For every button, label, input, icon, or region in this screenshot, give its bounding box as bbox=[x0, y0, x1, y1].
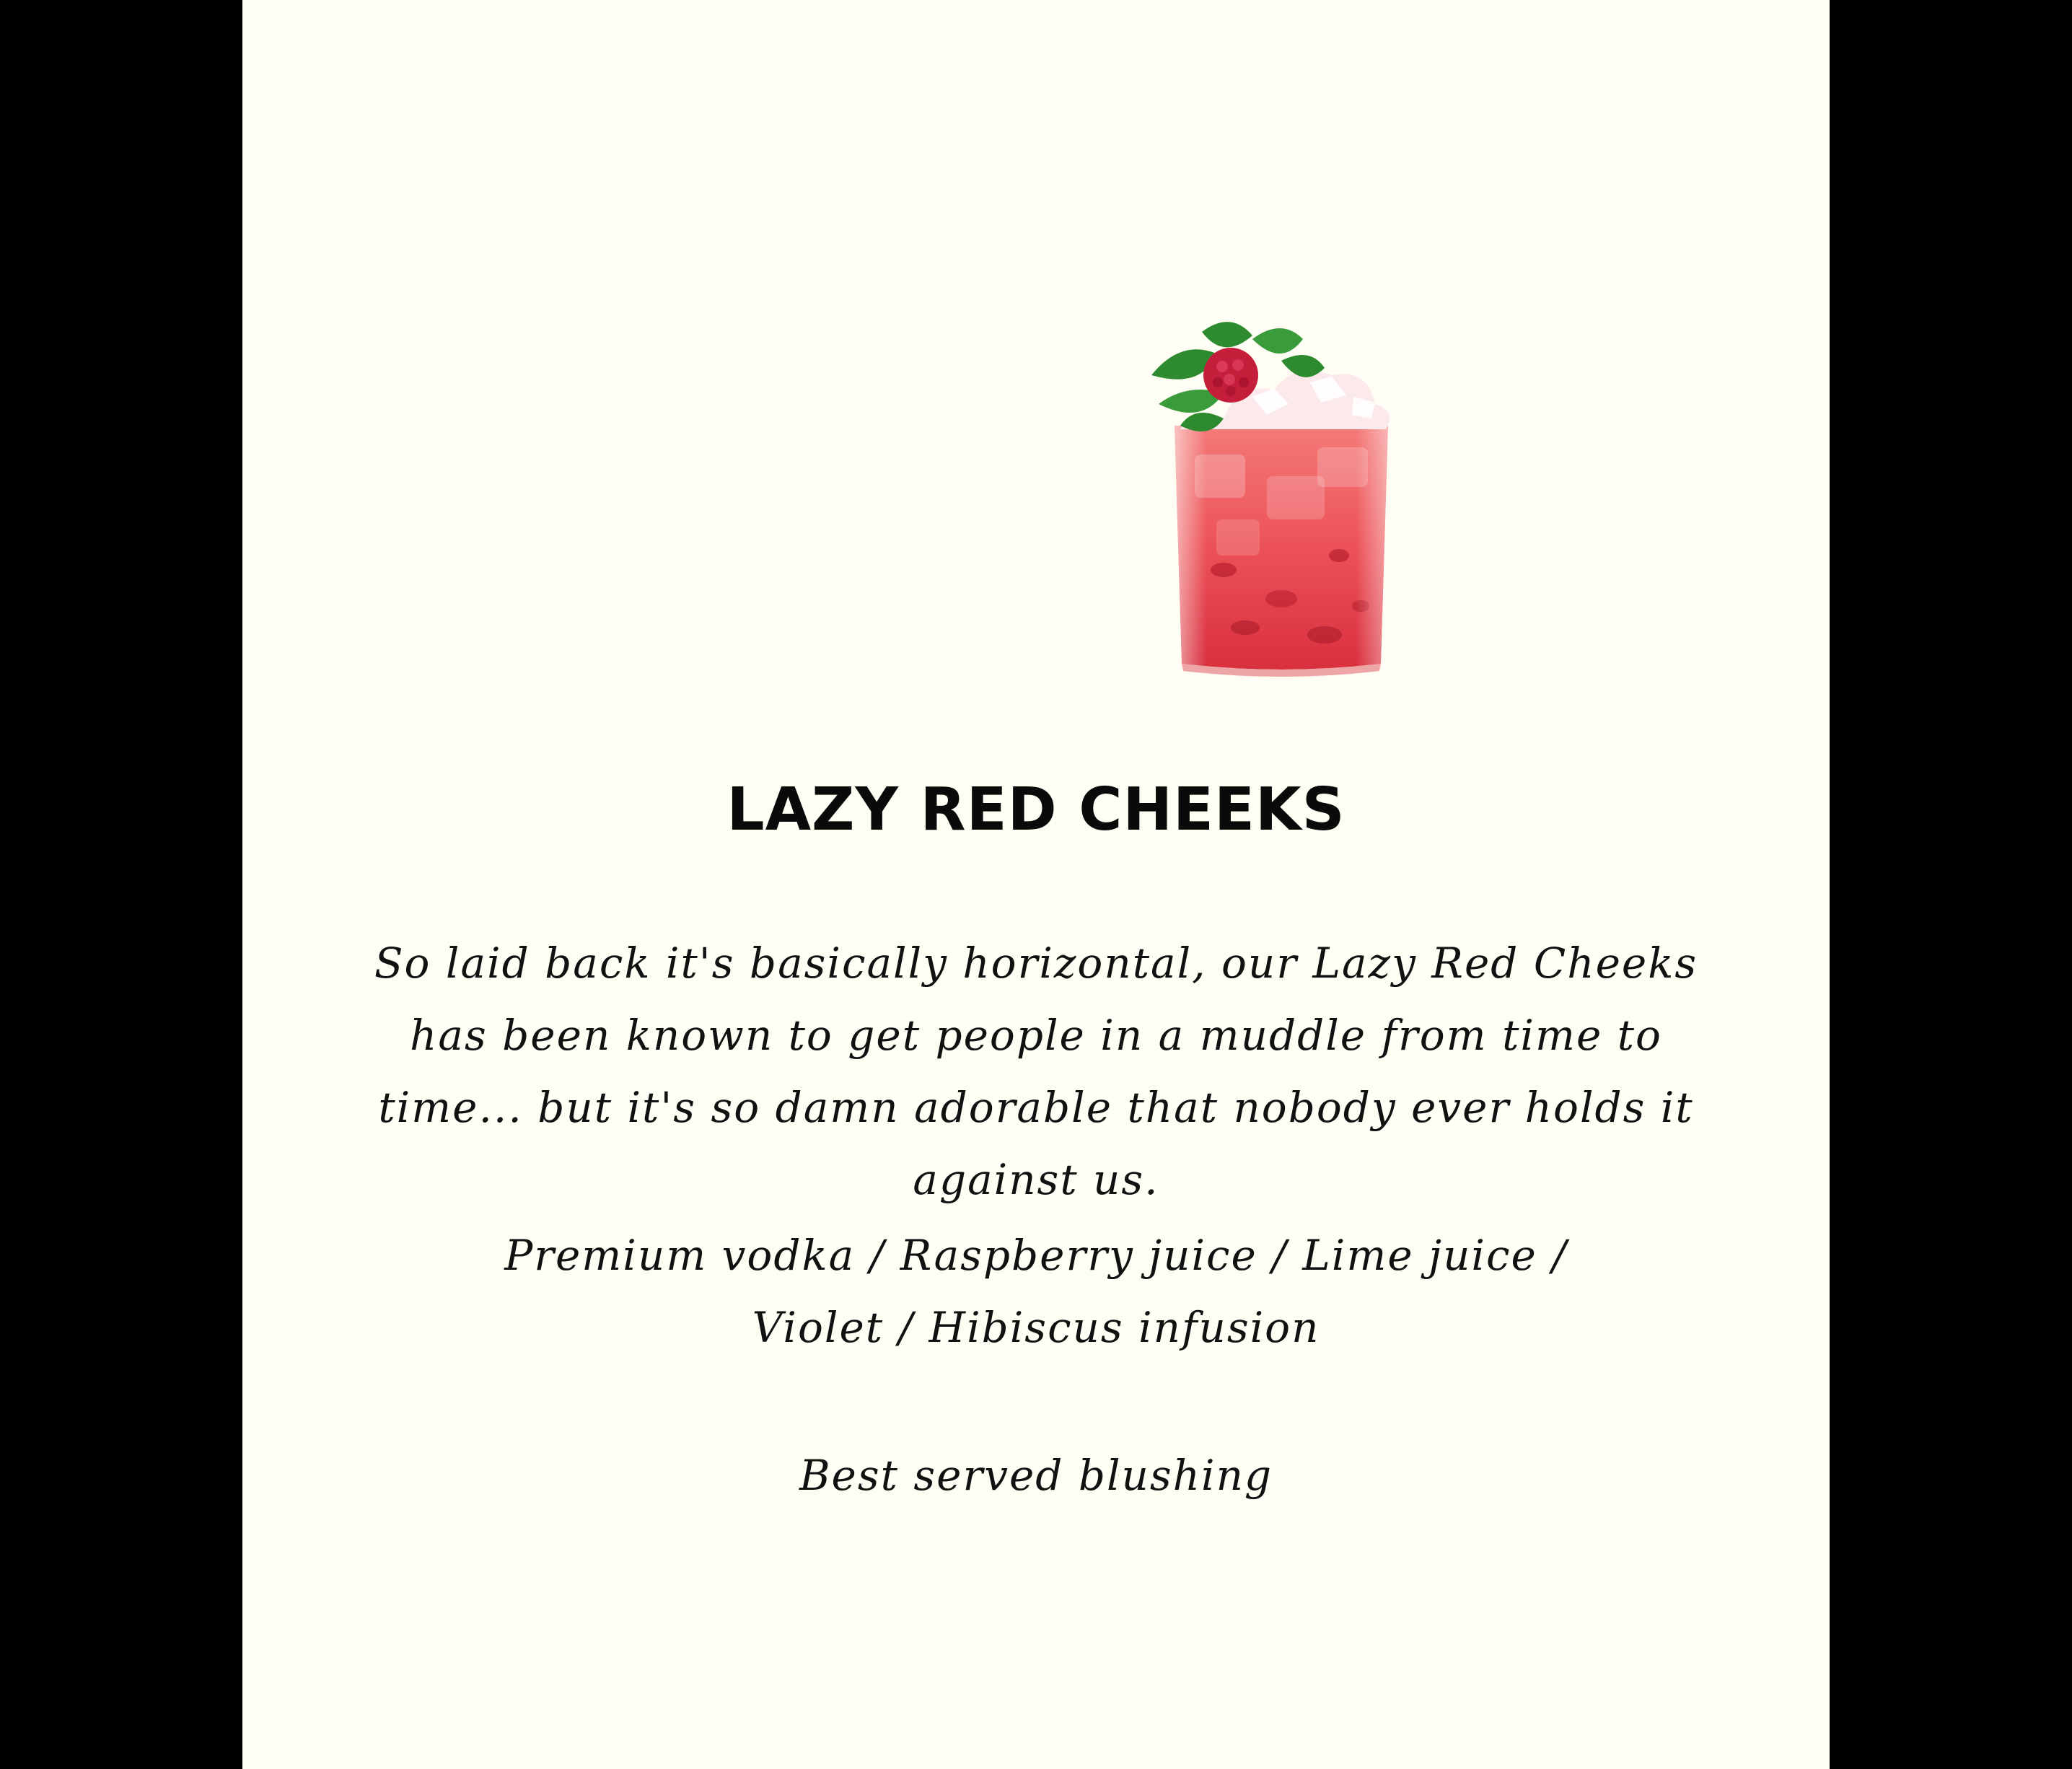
cocktail-description: So laid back it's basically horizontal, our Lazy Red Cheeks has been known to get people in a muddle from time to time... but it's so damn adorable that nobody ever holds it against us. bbox=[374, 939, 1698, 1204]
cocktail-glass-icon bbox=[1137, 310, 1411, 693]
cocktail-title: LAZY RED CHEEKS bbox=[726, 776, 1346, 844]
cocktail-card bbox=[242, 0, 1830, 1769]
serving-note: Best served blushing bbox=[799, 1451, 1273, 1500]
ingredients-list: Premium vodka / Raspberry juice / Lime juice / Violet / Hibiscus infusion bbox=[504, 1231, 1568, 1352]
